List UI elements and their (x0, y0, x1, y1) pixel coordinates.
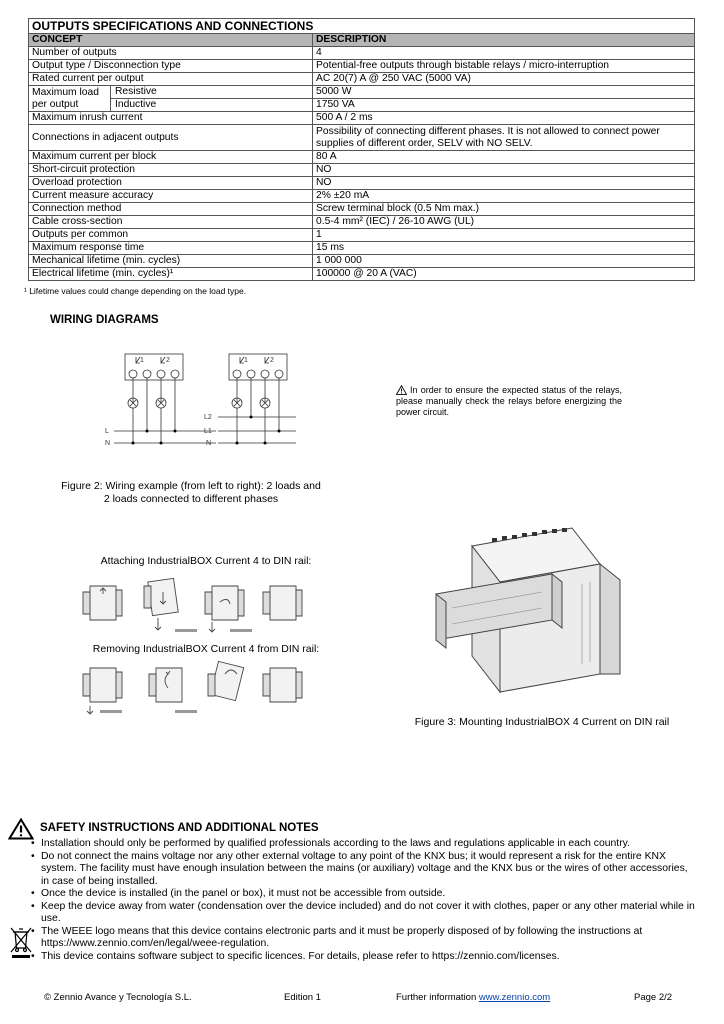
line-label-l: L (105, 428, 109, 435)
inductive-value: 1750 VA (313, 99, 695, 112)
further-info-label: Further information (396, 992, 479, 1003)
concept-cell: Electrical lifetime (min. cycles)¹ (29, 268, 313, 281)
table-row (29, 151, 695, 164)
list-item: • Do not connect the mains voltage nor any other external voltage to any point of the KNX bus; it would represent a risk for the entire KNX system. The facility must have enough insulation between the mains (or auxiliary) voltage and the KNX bus or the wires of other accessories, in case of being installed. (41, 851, 696, 889)
safety-heading: SAFETY INSTRUCTIONS AND ADDITIONAL NOTES (40, 822, 319, 834)
description-cell: 100000 @ 20 A (VAC) (313, 268, 695, 281)
figure2-caption (48, 480, 334, 506)
warning-triangle-icon (8, 818, 34, 840)
footnote: ¹ Lifetime values could change depending on the load type. (24, 286, 247, 296)
warning-text: In order to ensure the expected status of the relays, please manually check the relays before energizing the power circuit. (396, 385, 622, 417)
figure3-caption: Figure 3: Mounting IndustrialBOX 4 Current on DIN rail (414, 716, 670, 728)
table-row (29, 190, 695, 203)
table-row (29, 73, 695, 86)
max-load-cell (29, 86, 111, 112)
description-cell: 1 000 000 (313, 255, 695, 268)
concept-cell: Short-circuit protection (29, 164, 313, 177)
inductive-label: Inductive (111, 99, 313, 112)
list-item: • Keep the device away from water (condensation over the device included) and do not cover it with clothes, paper or any other material while in use. (41, 901, 696, 926)
table-row (29, 242, 695, 255)
footer-further-info (396, 992, 550, 1003)
concept-cell: Outputs per common (29, 229, 313, 242)
description-cell: 500 A / 2 ms (313, 112, 695, 125)
table-row (29, 268, 695, 281)
footer-edition: Edition 1 (284, 992, 321, 1003)
table-row (29, 164, 695, 177)
list-item: • Once the device is installed (in the panel or box), it must not be accessible from outside. (41, 888, 696, 901)
terminal-label: 2 (270, 357, 274, 364)
relay-warning (396, 385, 622, 418)
concept-cell: Current measure accuracy (29, 190, 313, 203)
concept-cell: Maximum response time (29, 242, 313, 255)
table-row (29, 60, 695, 73)
description-cell: 2% ±20 mA (313, 190, 695, 203)
table-row (29, 216, 695, 229)
description-cell: Possibility of connecting different phases. It is not allowed to connect power supplies of different order, SELV with NO SELV. (313, 125, 695, 151)
footer-company: © Zennio Avance y Tecnología S.L. (44, 992, 192, 1003)
concept-cell: Connections in adjacent outputs (29, 125, 313, 151)
terminal-label: 1 (244, 357, 248, 364)
wiring-diagram (96, 348, 306, 453)
description-cell: 0.5-4 mm² (IEC) / 26-10 AWG (UL) (313, 216, 695, 229)
table-title: OUTPUTS SPECIFICATIONS AND CONNECTIONS (29, 19, 695, 34)
line-label-n: N (105, 440, 111, 447)
line-label-l1: L1 (204, 428, 212, 435)
list-item: • Installation should only be performed by qualified professionals according to the laws and regulations applicable in each country. (41, 838, 696, 851)
remove-title: Removing IndustrialBOX Current 4 from DIN rail: (92, 643, 320, 655)
col-concept-header: CONCEPT (29, 34, 313, 47)
table-row (29, 86, 695, 99)
description-cell: NO (313, 164, 695, 177)
terminal-label: 2 (166, 357, 170, 364)
table-row (29, 229, 695, 242)
line-label-n2: N (206, 440, 212, 447)
list-item: • This device contains software subject to specific licences. For details, please refer to https://zennio.com/licenses. (41, 951, 696, 964)
concept-cell: Maximum inrush current (29, 112, 313, 125)
specs-table (28, 18, 695, 281)
list-item: • The WEEE logo means that this device contains electronic parts and it must be properly disposed of by following the instructions at https://www.zennio.com/en/legal/weee-regulation. (41, 926, 696, 951)
footer-page-number: Page 2/2 (634, 992, 673, 1003)
description-cell: AC 20(7) A @ 250 VAC (5000 VA) (313, 73, 695, 86)
warning-triangle-icon (396, 385, 407, 395)
table-row (29, 112, 695, 125)
description-cell: NO (313, 177, 695, 190)
remove-steps-illustration (80, 658, 310, 722)
max-load-line2: per output (32, 98, 79, 110)
description-cell: 15 ms (313, 242, 695, 255)
concept-cell: Maximum current per block (29, 151, 313, 164)
description-cell: 4 (313, 47, 695, 60)
concept-cell: Connection method (29, 203, 313, 216)
description-cell: Screw terminal block (0.5 Nm max.) (313, 203, 695, 216)
figure2-caption-line2: 2 loads connected to different phases (103, 493, 279, 505)
concept-cell: Rated current per output (29, 73, 313, 86)
table-row (29, 203, 695, 216)
attach-title: Attaching IndustrialBOX Current 4 to DIN rail: (100, 555, 312, 567)
concept-cell: Mechanical lifetime (min. cycles) (29, 255, 313, 268)
zennio-website-link[interactable]: www.zennio.com (478, 992, 551, 1003)
resistive-value: 5000 W (313, 86, 695, 99)
safety-list (28, 838, 696, 963)
terminal-label: 1 (140, 357, 144, 364)
col-description-header: DESCRIPTION (313, 34, 695, 47)
concept-cell: Overload protection (29, 177, 313, 190)
table-row (29, 47, 695, 60)
table-row (29, 99, 695, 112)
concept-cell: Cable cross-section (29, 216, 313, 229)
figure2-caption-line1: Figure 2: Wiring example (from left to right): 2 loads and (61, 480, 321, 492)
attach-steps-illustration (80, 572, 310, 640)
resistive-label: Resistive (111, 86, 313, 99)
line-label-l2: L2 (204, 414, 212, 421)
description-cell: 1 (313, 229, 695, 242)
table-row (29, 177, 695, 190)
table-row (29, 255, 695, 268)
concept-cell: Output type / Disconnection type (29, 60, 313, 73)
description-cell: Potential-free outputs through bistable relays / micro-interruption (313, 60, 695, 73)
description-cell: 80 A (313, 151, 695, 164)
din-rail-mounting-illustration (432, 524, 632, 704)
wiring-heading: WIRING DIAGRAMS (50, 314, 159, 326)
max-load-line1: Maximum load (32, 86, 99, 98)
concept-cell: Number of outputs (29, 47, 313, 60)
table-row (29, 125, 695, 151)
